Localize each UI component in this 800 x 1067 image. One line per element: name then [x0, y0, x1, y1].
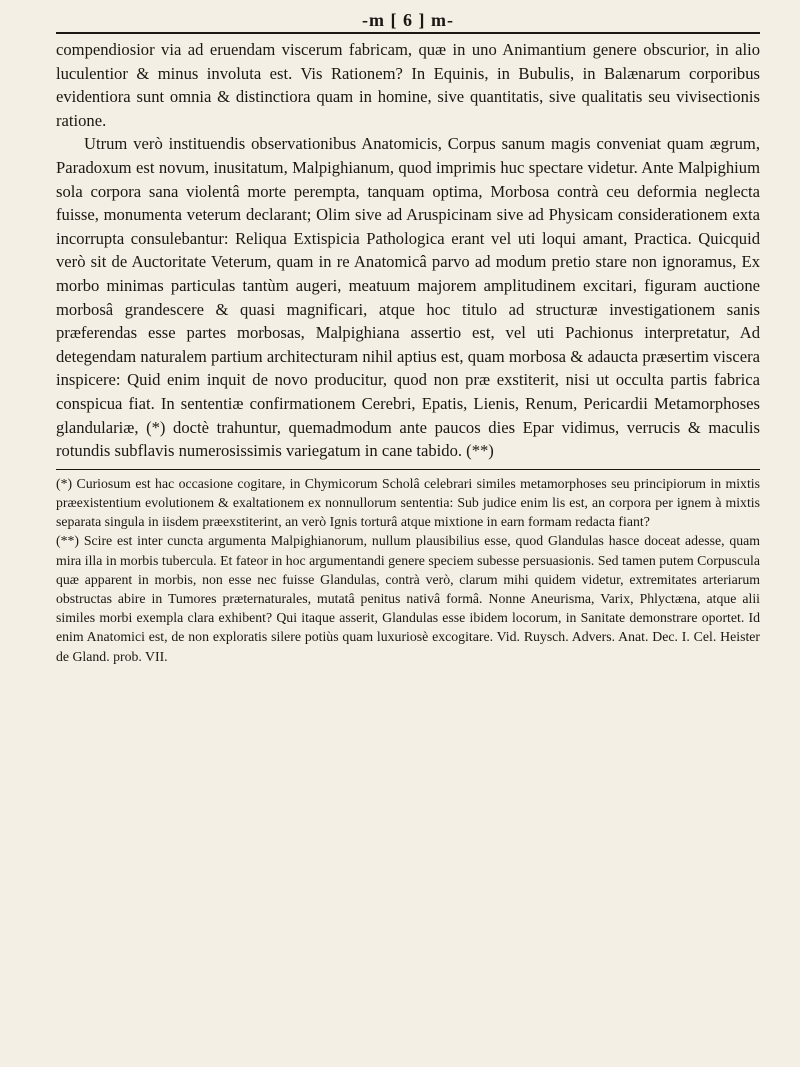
page-header	[56, 12, 760, 34]
page-number-ornament: -m [ 6 ] m-	[362, 10, 454, 30]
footnote-divider	[56, 469, 760, 470]
footnote: (*) Curiosum est hac occasione cogitare, in Chymicorum Scholâ celebrari similes metamorphoses seu principiorum in mixtis præexistentium evolutionem & exaltationem ex nonnullorum sententia: Sub judice enim lis est, an corpora per ignem à mixtis separata singula in iisdem præexstiterint, an verò Ignis torturâ atque mixtione in earn formam redacta fiant?	[56, 475, 760, 530]
paragraph: Utrum verò instituendis observationibus Anatomicis, Corpus sanum magis conveniat quam ægrum, Paradoxum est novum, inusitatum, Malpighianum, quod imprimis huc spectare videtur. Ante Malpighium sola corpora sana violentâ morte perempta, tanquam optima, Morbosa contrà ceu deformia neglecta fuisse, monumenta veterum declarant; Olim sive ad Aruspicinam sive ad Physicam considerationem exta incorrupta consulebantur: Reliqua Extispicia Pathologica erant vel uti loqui amant, Practica. Quicquid verò sit de Auctoritate Veterum, quam in re Anatomicâ parvo ad modum pretio stare non ignoramus, Ex morbo minimas particulas tantùm augeri, meatuum majorem amplitudinem excitari, figuram auctione morbosâ grandescere & quasi magnificari, atque hoc titulo ad structuræ investigationem sanis præferendas esse partes morbosas, Malpighiana assertio est, vel uti Pachionus interpretatur, Ad detegendam naturalem partium architecturam nihil aptius est, quam morbosa & adaucta præsertim viscera inspicere: Quid enim inquit de novo producitur, quod non præ exstiterit, nisi ut occulta partis fabrica conspicua fiat. In sententiæ confirmationem Cerebri, Epatis, Lienis, Renum, Pericardii Metamorphoses glandulariæ, (*) doctè trahuntur, quemadmodum ante paucos dies Epar vidimus, verrucis & maculis rotundis subflavis numerosissimis variegatum in cane tabido. (**)	[56, 134, 760, 461]
main-text	[56, 38, 760, 463]
paragraph: compendiosior via ad eruendam viscerum fabricam, quæ in uno Animantium genere obscurior, in alio luculentior & minus involuta est. Vis Rationem? In Equinis, in Bubulis, in Balænarum corporibus evidentiora sunt omnia & distinctiora quam in homine, sive quantitatis, sive qualitatis seu vivisectionis ratione.	[56, 40, 760, 130]
footnotes	[56, 474, 760, 666]
header-rule	[56, 32, 760, 34]
footnote: (**) Scire est inter cuncta argumenta Malpighianorum, nullum plausibilius esse, quod Glandulas hasce doceat adesse, quam mira illa in morbis tubercula. Et fateor in hoc argumentandi genere speciem subesse persuasionis. Sed tamen putem Corpuscula quæ apparent in morbis, non esse nec fuisse Glandulas, contrà verò, clarum mihi quidem videtur, extremitates arteriarum obstructas abire in Tumores præternaturales, mutatâ penitus nativâ formâ. Nonne Aneurisma, Varix, Phlyctæna, atque alii similes morbi exempla clara exhibent? Qui itaque asserit, Glandulas esse ibidem locorum, in Sanitate demonstrare oportet. Id enim Anatomici est, de non exploratis silere potiùs quam luxuriosè excogitare. Vid. Ruysch. Advers. Anat. Dec. I. Cel. Heister de Gland. prob. VII.	[56, 533, 760, 664]
